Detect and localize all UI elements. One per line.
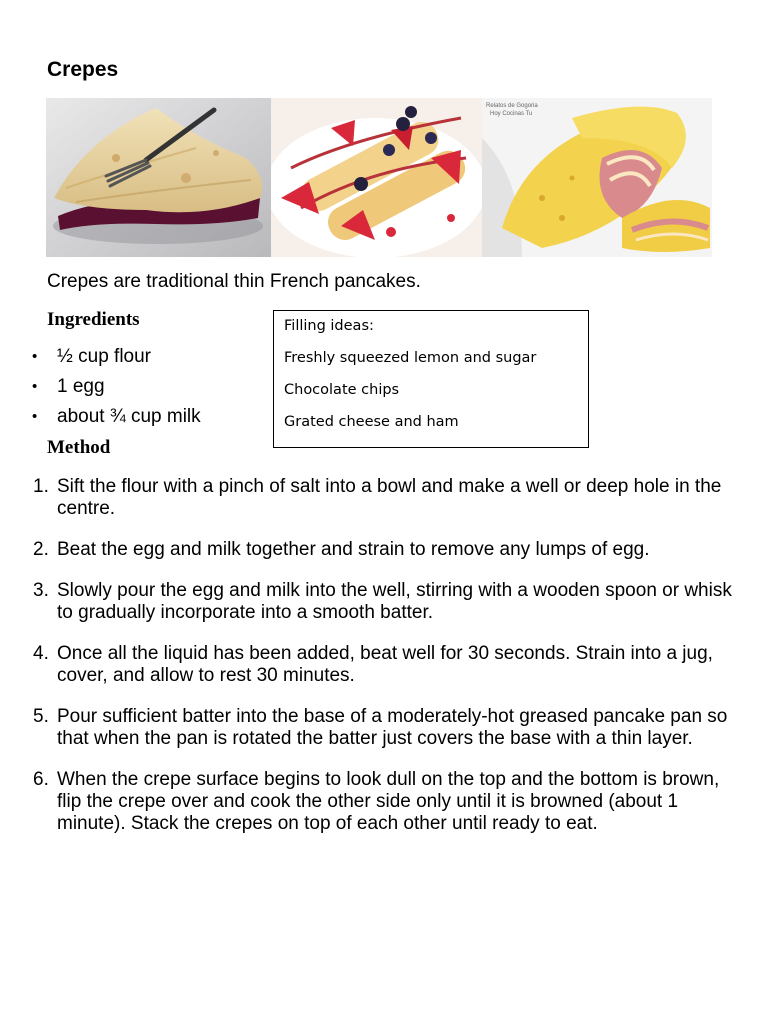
step-number: 5. [33, 706, 49, 727]
filling-heading: Filling ideas: [284, 318, 374, 334]
ingredients-heading: Ingredients [47, 309, 140, 330]
method-heading: Method [47, 437, 111, 458]
method-step [33, 580, 733, 624]
photo-strip [46, 98, 712, 257]
filling-item: Chocolate chips [284, 382, 400, 398]
filling-item: Freshly squeezed lemon and sugar [284, 350, 537, 366]
method-step [33, 643, 733, 687]
crepes-ham-cheese-photo [482, 98, 712, 257]
ingredient-text: 1 egg [57, 376, 105, 397]
step-text: Slowly pour the egg and milk into the well, stirring with a wooden spoon or whisk to gradually incorporate into a smooth batter. [57, 580, 732, 623]
step-text: Sift the flour with a pinch of salt into a bowl and make a well or deep hole in the centre. [57, 476, 722, 519]
step-text: When the crepe surface begins to look dull on the top and the bottom is brown, flip the crepe over and cook the other side only until it is browned (about 1 minute). Stack the crepes on top of each other until ready to eat. [57, 769, 720, 834]
step-text: Pour sufficient batter into the base of a moderately-hot greased pancake pan so that when the pan is rotated the batter just covers the base with a thin layer. [57, 706, 728, 749]
bullet-icon: • [32, 348, 38, 365]
method-step [33, 476, 733, 520]
crepe-with-fork-photo [46, 98, 271, 257]
step-number: 1. [33, 476, 49, 497]
step-number: 4. [33, 643, 49, 664]
step-number: 3. [33, 580, 49, 601]
method-step [33, 539, 733, 561]
method-step [33, 706, 733, 750]
ingredient-text: ½ cup flour [57, 346, 151, 367]
page-title: Crepes [47, 58, 119, 81]
photo-caption-line1: Relatos de Gogoria [486, 103, 538, 109]
filling-item: Grated cheese and ham [284, 414, 459, 430]
photo-caption-line2: Hoy Cocinas Tu [490, 111, 533, 117]
step-text: Beat the egg and milk together and strain to remove any lumps of egg. [57, 539, 650, 560]
ingredient-text: about ¾ cup milk [57, 406, 201, 427]
step-number: 2. [33, 539, 49, 560]
intro-text: Crepes are traditional thin French pancakes. [47, 271, 421, 292]
step-number: 6. [33, 769, 49, 790]
step-text: Once all the liquid has been added, beat well for 30 seconds. Strain into a jug, cover, and allow to rest 30 minutes. [57, 643, 713, 686]
crepes-with-berries-photo [271, 98, 482, 257]
method-steps [33, 476, 733, 854]
bullet-icon: • [32, 378, 38, 395]
filling-ideas-box [273, 310, 589, 448]
method-step [33, 769, 733, 835]
bullet-icon: • [32, 408, 38, 425]
